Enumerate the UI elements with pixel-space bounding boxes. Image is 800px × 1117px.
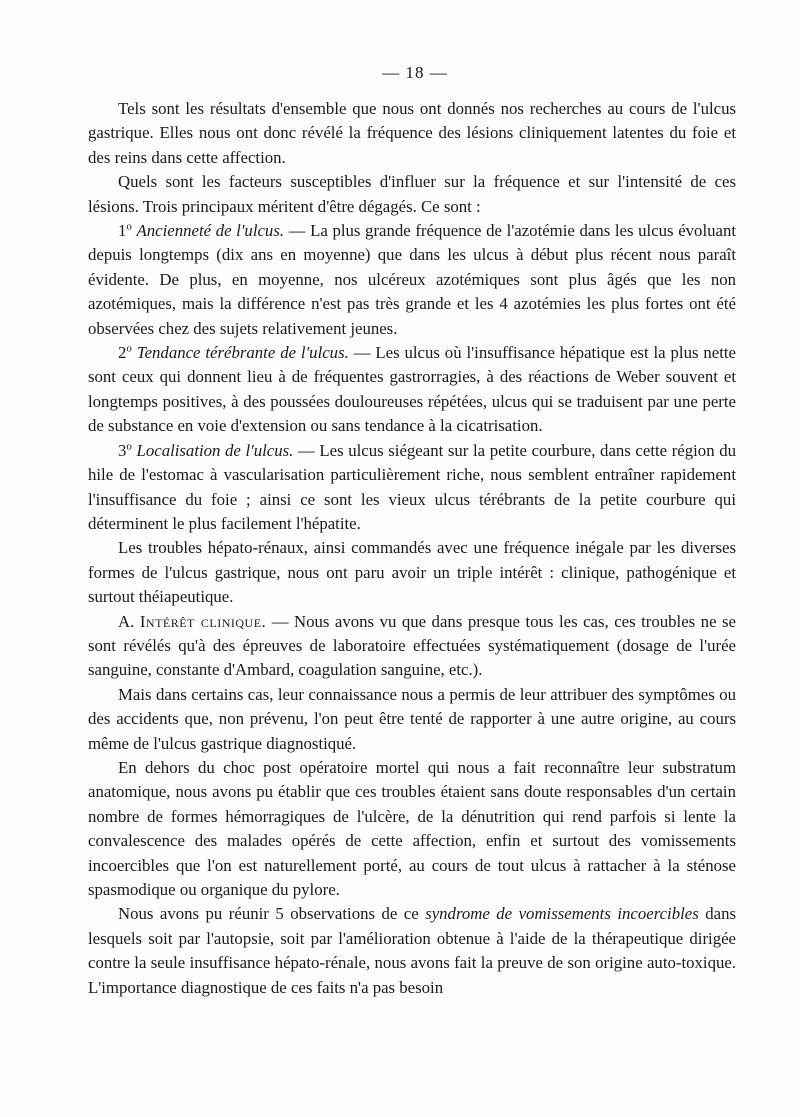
item-number: 3: [118, 440, 127, 460]
paragraph-observations: [88, 902, 736, 1000]
paragraph-certains-cas: Mais dans certains cas, leur connaissance nous a permis de leur attribuer des symptômes ou des accidents que, non prévenu, l'on peut être tenté de rapporter à une autre origine, au cours même de l'ulcus gastrique diagnostiqué.: [88, 684, 736, 753]
paragraph-localisation: [88, 439, 736, 537]
paragraph-triple-interet: Les troubles hépato-rénaux, ainsi commandés avec une fréquence inégale par les diverses formes de l'ulcus gastrique, nous ont paru avoir un triple intérêt : clinique, pathogénique et surtout théiapeutique.: [88, 538, 736, 607]
item-superscript: o: [126, 440, 132, 453]
paragraph-tendance: [88, 341, 736, 439]
item-number: 1: [118, 221, 127, 241]
item-title: Localisation de l'ulcus.: [136, 440, 294, 460]
item-title: Ancienneté de l'ulcus.: [136, 221, 285, 241]
section-title: Intérêt clinique.: [139, 611, 267, 631]
text-after: dans lesquels soit par l'autopsie, soit par l'amélioration obtenue à l'aide de la thérapeutique dirigée contre la seule insuffisance hépato-rénale, nous avons fait la preuve de son origine auto-toxique. L'importance diagnostique de ces faits n'a pas besoin: [88, 904, 736, 997]
item-body: — Les ulcus où l'insuffisance hépatique est la plus nette sont ceux qui donnent lieu à de fréquentes gastrorragies, à des réactions de Weber souvent et longtemps positives, à des poussées douloureuses répétées, ulcus qui se traduisent par une perte de substance en voie d'extension ou sans tendance à la cicatrisation.: [88, 343, 736, 436]
item-number: 2: [118, 343, 127, 363]
item-body: — Les ulcus siégeant sur la petite courbure, dans cette région du hile de l'estomac à vascularisation particulièrement riche, nous semblent entraîner rapidement l'insuffisance du foie ; ainsi ce sont les vieux ulcus térébrants de la petite courbure qui déterminent le plus facilement l'hépatite.: [88, 440, 736, 533]
section-body: — Nous avons vu que dans presque tous les cas, ces troubles ne se sont révélés qu'à des épreuves de laboratoire effectuées systématiquement (dosage de l'urée sanguine, constante d'Ambard, coagulation sanguine, etc.).: [88, 611, 736, 680]
section-letter: A.: [118, 611, 140, 631]
item-superscript: o: [126, 342, 132, 355]
paragraph-results: Tels sont les résultats d'ensemble que nous ont donnés nos recherches au cours de l'ulcus gastrique. Elles nous ont donc révélé la fréquence des lésions cliniquement latentes du foie et des reins dans cette affection.: [88, 99, 736, 167]
paragraph-interet-clinique: [88, 610, 736, 683]
body-text: [88, 97, 736, 1000]
paragraph-anciennete: [88, 219, 736, 341]
syndrome-italic: syndrome de vomissements incoercibles: [425, 904, 699, 924]
page-number: — 18 —: [382, 63, 448, 82]
text-before: Nous avons pu réunir 5 observations de ce: [118, 904, 426, 924]
item-body: — La plus grande fréquence de l'azotémie dans les ulcus évoluant depuis longtemps (dix ans en moyenne) que dans les ulcus à début plus récent nous paraît évidente. De plus, en moyenne, nos ulcéreux azotémiques sont plus âgés que les non azotémiques, mais la différence n'est pas très grande et les 4 azotémies les plus fortes ont été observées chez des sujets relativement jeunes.: [88, 221, 736, 338]
item-title: Tendance térébrante de l'ulcus.: [136, 343, 349, 363]
item-superscript: o: [126, 220, 132, 233]
paragraph-choc-operatoire: En dehors du choc post opératoire mortel qui nous a fait reconnaître leur substratum anatomique, nous avons pu établir que ces troubles étaient sans doute responsables d'un certain nombre de formes hémorragiques de l'ulcère, de la dénutrition qui rend parfois si lente la convalescence des malades opérés de cette affection, enfin et surtout des vomissements incoercibles que l'on est naturellement porté, au cours de tout ulcus à rattacher à la sténose spasmodique ou organique du pylore.: [88, 757, 736, 899]
paragraph-factors: Quels sont les facteurs susceptibles d'influer sur la fréquence et sur l'intensité de ces lésions. Trois principaux méritent d'être dégagés. Ce sont :: [88, 172, 736, 216]
